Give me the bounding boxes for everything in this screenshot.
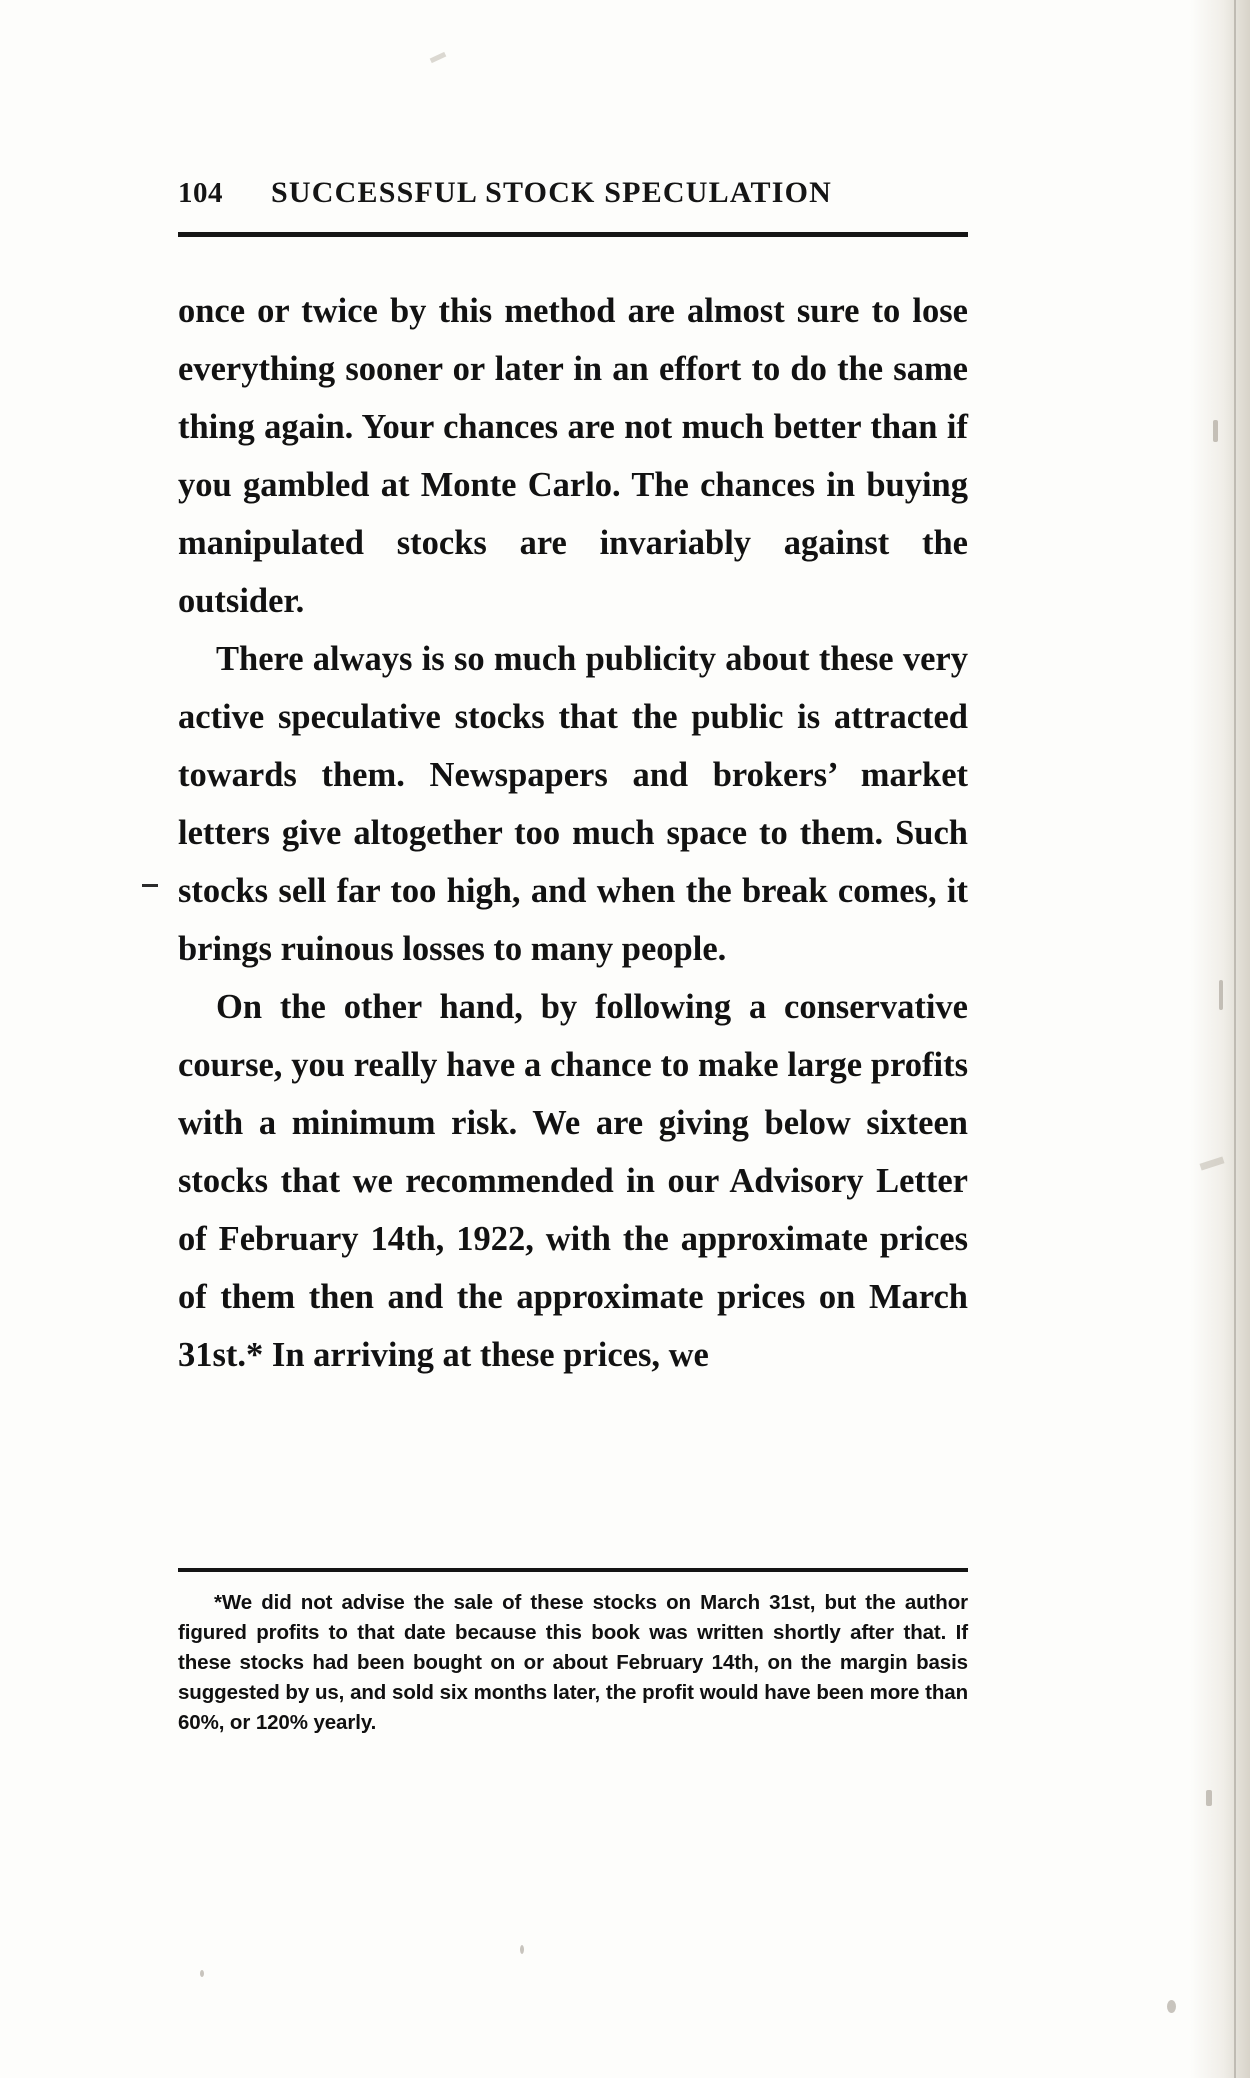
footnote [178,1588,968,1738]
scan-edge-shadow [1190,0,1250,2078]
header-rule [178,232,968,237]
page-number: 104 [178,177,223,209]
page-header [178,176,968,210]
paragraph: There always is so much publicity about these very active speculative stocks that the public is attracted towards them. Newspapers and brokers’ market letters give altogether too much space to them. Such stocks sell far too high, and when the break comes, it brings ruinous losses to many people. [178,640,968,968]
scan-speck [1167,2000,1176,2013]
scan-speck [1213,420,1218,442]
running-head: SUCCESSFUL STOCK SPECULATION [271,176,832,209]
body-text [178,282,968,1384]
scan-speck [1206,1790,1212,1806]
paragraph: once or twice by this method are almost sure to lose everything sooner or later in an effort to do the same thing again. Your chances are not much better than if you gambled at Monte Carlo. The chances in buying manipulated stocks are invariably against the outsider. [178,292,968,620]
paragraph: On the other hand, by following a conservative course, you really have a chance to make large profits with a minimum risk. We are giving below sixteen stocks that we recommended in our Advisory Letter of February 14th, 1922, with the approximate prices of them then and the approximate prices on March 31st.* In arriving at these prices, we [178,988,968,1374]
footnote-text: *We did not advise the sale of these stocks on March 31st, but the author figured profits to that date because this book was written shortly after that. If these stocks had been bought on or about February 14th, on the margin basis suggested by us, and sold six months later, the profit would have been more than 60%, or 120% yearly. [178,1591,968,1734]
footnote-rule [178,1568,968,1572]
margin-mark [142,884,158,887]
scan-speck [1219,980,1223,1010]
